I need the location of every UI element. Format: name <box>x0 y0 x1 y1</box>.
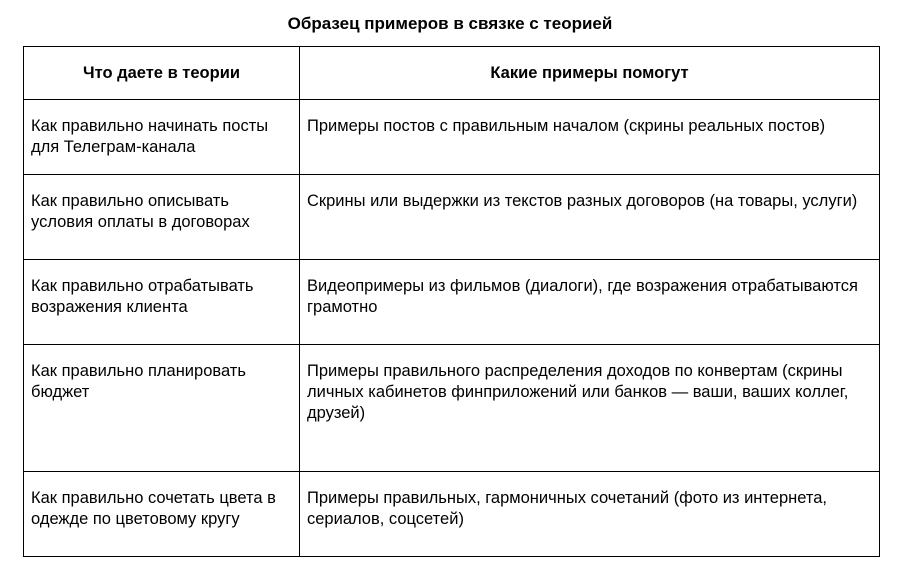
examples-cell: Скрины или выдержки из текстов разных договоров (на товары, услуги) <box>300 175 880 260</box>
examples-cell: Примеры правильного распределения доходов по конвертам (скрины личных кабинетов финприложений или банков — ваши, ваших коллег, друзей) <box>300 345 880 472</box>
theory-examples-table <box>23 46 880 557</box>
table-header-row <box>24 47 880 100</box>
column-header-examples: Какие примеры помогут <box>300 47 880 100</box>
theory-cell: Как правильно описывать условия оплаты в договорах <box>24 175 300 260</box>
table-row <box>24 100 880 175</box>
theory-cell: Как правильно планировать бюджет <box>24 345 300 472</box>
table-row <box>24 472 880 557</box>
theory-cell: Как правильно отрабатывать возражения клиента <box>24 260 300 345</box>
theory-cell: Как правильно начинать посты для Телеграм-канала <box>24 100 300 175</box>
document-title: Образец примеров в связке с теорией <box>287 14 613 33</box>
examples-cell: Примеры правильных, гармоничных сочетаний (фото из интернета, сериалов, соцсетей) <box>300 472 880 557</box>
table-row <box>24 175 880 260</box>
column-header-theory: Что даете в теории <box>24 47 300 100</box>
table-row <box>24 345 880 472</box>
examples-cell: Примеры постов с правильным началом (скрины реальных постов) <box>300 100 880 175</box>
theory-cell: Как правильно сочетать цвета в одежде по цветовому кругу <box>24 472 300 557</box>
table-row <box>24 260 880 345</box>
examples-cell: Видеопримеры из фильмов (диалоги), где возражения отрабатываются грамотно <box>300 260 880 345</box>
